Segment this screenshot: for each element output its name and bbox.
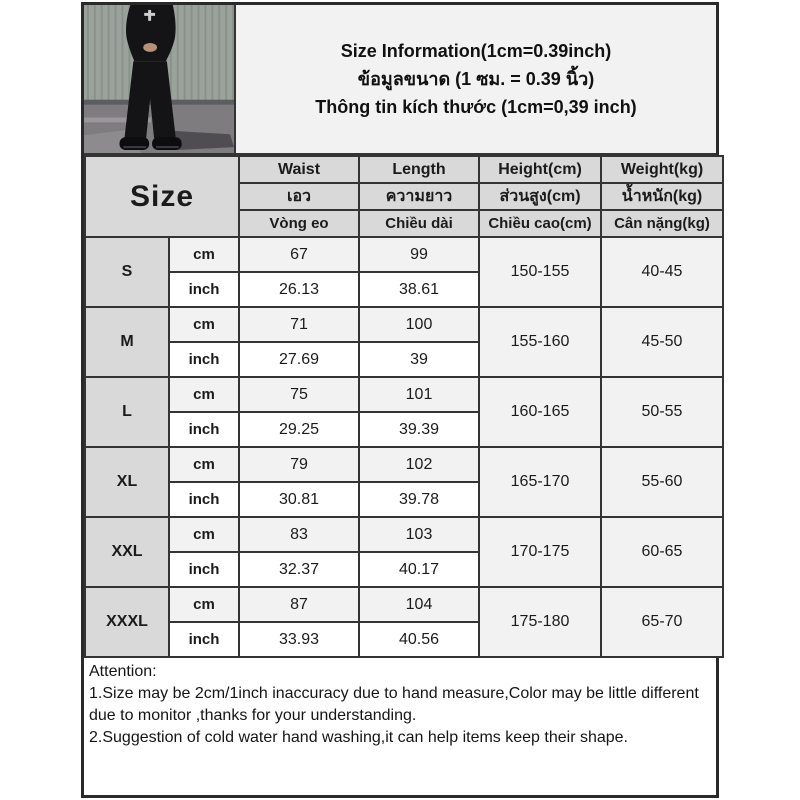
length-cm-xxxl: 104 [359,587,479,622]
left-shoe [120,137,150,150]
table-row [85,237,723,272]
unit-inch: inch [169,622,239,657]
col-header-weight-th: น้ำหนัก(kg) [601,183,723,210]
unit-cm: cm [169,237,239,272]
waist-cm-s: 67 [239,237,359,272]
attention-title: Attention: [89,663,157,680]
model-photo [84,5,236,153]
length-cm-s: 99 [359,237,479,272]
length-inch-xxl: 40.17 [359,552,479,587]
table-row [85,587,723,622]
attention-section [84,658,716,795]
length-inch-l: 39.39 [359,412,479,447]
height-range-xl: 165-170 [479,447,601,517]
length-inch-xl: 39.78 [359,482,479,517]
size-label-s: S [85,237,169,307]
length-inch-s: 38.61 [359,272,479,307]
waist-cm-xxxl: 87 [239,587,359,622]
attention-note-2: 2.Suggestion of cold water hand washing,it can help items keep their shape. [89,729,628,746]
col-header-waist-vi: Vòng eo [239,210,359,237]
height-range-s: 150-155 [479,237,601,307]
table-row [85,307,723,342]
waist-inch-m: 27.69 [239,342,359,377]
size-label-m: M [85,307,169,377]
unit-inch: inch [169,482,239,517]
size-label-xxl: XXL [85,517,169,587]
length-cm-xxl: 103 [359,517,479,552]
waist-cm-l: 75 [239,377,359,412]
unit-cm: cm [169,517,239,552]
weight-range-xxl: 60-65 [601,517,723,587]
chest-logo-bar [144,13,155,16]
unit-inch: inch [169,412,239,447]
size-label-xl: XL [85,447,169,517]
right-shoe-sole [156,146,179,148]
col-header-height-th: ส่วนสูง(cm) [479,183,601,210]
unit-inch: inch [169,342,239,377]
unit-cm: cm [169,377,239,412]
weight-range-s: 40-45 [601,237,723,307]
length-inch-m: 39 [359,342,479,377]
hands [143,43,157,52]
weight-range-xxxl: 65-70 [601,587,723,657]
unit-cm: cm [169,307,239,342]
weight-range-m: 45-50 [601,307,723,377]
size-label-xxxl: XXXL [85,587,169,657]
waist-cm-m: 71 [239,307,359,342]
title-thai: ข้อมูลขนาด (1 ซม. = 0.39 นิ้ว) [357,69,595,89]
waist-inch-xxxl: 33.93 [239,622,359,657]
height-range-xxxl: 175-180 [479,587,601,657]
attention-note-1: 1.Size may be 2cm/1inch inaccuracy due to hand measure,Color may be little different due to monitor ,thanks for your understanding. [89,685,699,724]
size-label-l: L [85,377,169,447]
length-cm-xl: 102 [359,447,479,482]
unit-inch: inch [169,552,239,587]
title-panel [236,5,716,153]
waist-cm-xxl: 83 [239,517,359,552]
title-english: Size Information(1cm=0.39inch) [340,41,612,61]
weight-range-l: 50-55 [601,377,723,447]
model-photo-illustration [84,5,234,153]
col-header-height-en: Height(cm) [479,156,601,183]
waist-inch-xxl: 32.37 [239,552,359,587]
height-range-xxl: 170-175 [479,517,601,587]
table-row [85,447,723,482]
col-header-length-th: ความยาว [359,183,479,210]
unit-inch: inch [169,272,239,307]
length-inch-xxxl: 40.56 [359,622,479,657]
unit-cm: cm [169,447,239,482]
size-chart-sheet [81,2,719,798]
col-header-length-vi: Chiều dài [359,210,479,237]
height-range-m: 155-160 [479,307,601,377]
length-cm-l: 101 [359,377,479,412]
waist-inch-l: 29.25 [239,412,359,447]
title-vietnamese: Thông tin kích thước (1cm=0,39 inch) [315,97,637,117]
height-range-l: 160-165 [479,377,601,447]
header-row-en [85,156,723,183]
unit-cm: cm [169,587,239,622]
col-header-waist-th: เอว [239,183,359,210]
col-header-weight-vi: Cân nặng(kg) [601,210,723,237]
size-table [84,155,724,658]
left-shoe-sole [123,146,146,148]
table-row [85,517,723,552]
table-row [85,377,723,412]
length-cm-m: 100 [359,307,479,342]
weight-range-xl: 55-60 [601,447,723,517]
waist-inch-s: 26.13 [239,272,359,307]
right-shoe [152,137,182,150]
waist-inch-xl: 30.81 [239,482,359,517]
col-header-height-vi: Chiều cao(cm) [479,210,601,237]
corner-size-label: Size [85,156,239,237]
col-header-waist-en: Waist [239,156,359,183]
header-section [84,5,716,155]
col-header-weight-en: Weight(kg) [601,156,723,183]
col-header-length-en: Length [359,156,479,183]
waist-cm-xl: 79 [239,447,359,482]
